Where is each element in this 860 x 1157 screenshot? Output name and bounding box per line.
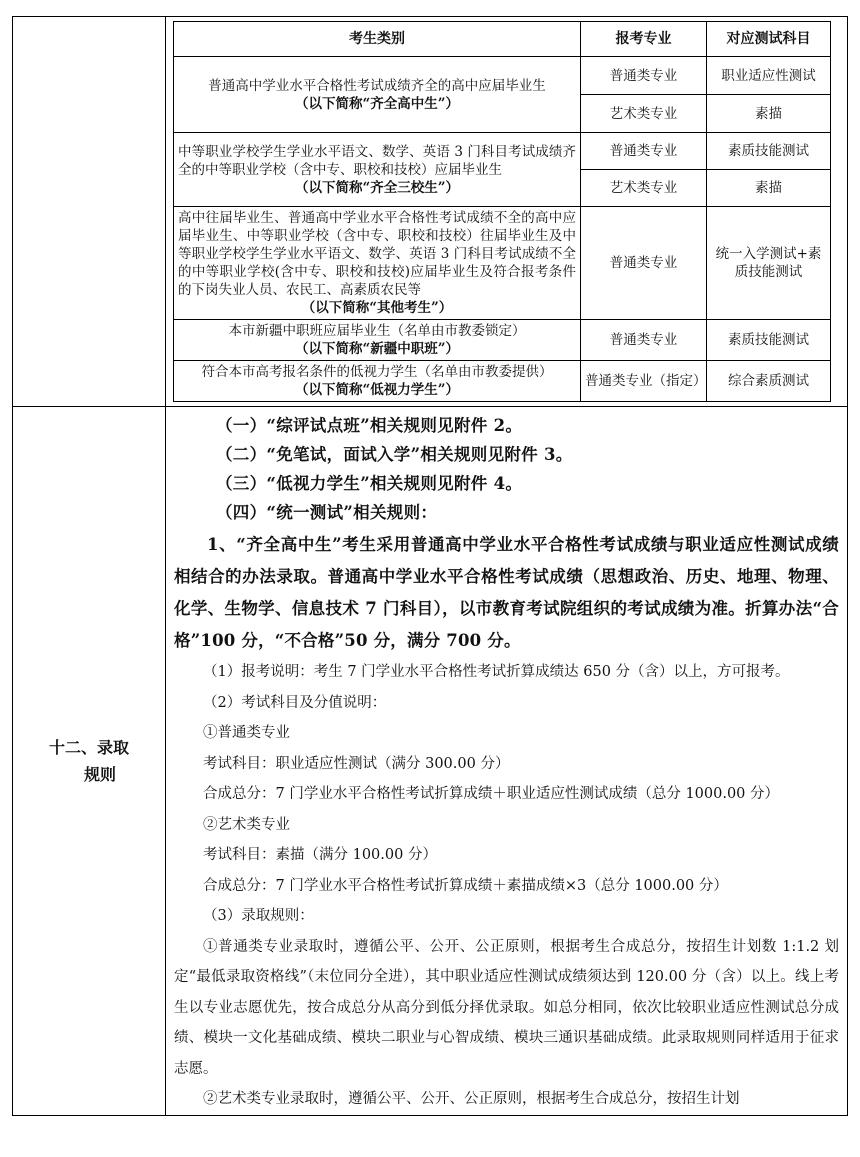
rules-content-cell — [166, 407, 848, 1116]
subject-cell: 素描 — [707, 95, 831, 133]
subjects-heading: （2）考试科目及分值说明： — [203, 694, 387, 711]
category-text: 中等职业学校学生学业水平语文、数学、英语 3 门科目考试成绩齐全的中等职业学校（含中专、职校和技校）应届毕业生 — [178, 143, 576, 178]
subject-cell: 素质技能测试 — [707, 133, 831, 170]
subject-cell: 素质技能测试 — [707, 320, 831, 361]
category-table-cell — [166, 17, 848, 407]
art-major-label: ②艺术类专业 — [203, 816, 290, 833]
section-label-cell — [13, 407, 166, 1116]
rule-heading-3: （三）“低视力学生”相关规则见附件 4。 — [216, 474, 523, 493]
rules-row — [13, 407, 848, 1116]
table-row — [174, 57, 831, 95]
rule-1-paragraph: 1、“齐全高中生”考生采用普通高中学业水平合格性考试成绩与职业适应性测试成绩相结合的办法录取。普通高中学业水平合格性考试成绩（思想政治、历史、地理、物理、化学、生物学、信息技术 7 门科目），以市教育考试院组织的考试成绩为准。折算办法“合格”100 分，“不合格”50 分，满分 700 分。 — [174, 535, 839, 650]
art-total: 合成总分：7 门学业水平合格性考试折算成绩＋素描成绩×3（总分 1000.00 分） — [203, 877, 728, 894]
category-table — [173, 21, 831, 402]
table-row — [174, 133, 831, 170]
category-alias: （以下简称“低视力学生”） — [294, 382, 460, 398]
subject-cell: 综合素质测试 — [707, 361, 831, 402]
major-cell: 普通类专业 — [581, 133, 707, 170]
major-cell: 普通类专业 — [581, 207, 707, 320]
art-admission-rule: ②艺术类专业录取时，遵循公平、公开、公正原则，根据考生合成总分，按招生计划 — [203, 1091, 740, 1107]
category-text: 本市新疆中职班应届毕业生（名单由市教委锁定） — [228, 323, 526, 339]
rule-heading-1: （一）“综评试点班”相关规则见附件 2。 — [216, 416, 523, 435]
category-text: 高中往届毕业生、普通高中学业水平合格性考试成绩不全的高中应届毕业生、中等职业学校（含中专、职校和技校）往届毕业生及中等职业学校学生学业水平语文、数学、英语 3 门科目考试成绩不全的中等职业学校(含中专、职校和技校)应届毕业生及符合报考条件的下岗失业人员、农民工、高素质农民等 — [178, 210, 576, 298]
table-header-row — [174, 22, 831, 57]
table-row — [174, 361, 831, 402]
category-cell — [174, 207, 581, 320]
major-cell: 普通类专业 — [581, 320, 707, 361]
document-page — [12, 16, 848, 1157]
category-alias: （以下简称“齐全高中生”） — [294, 95, 460, 112]
admission-table — [12, 16, 848, 1116]
general-admission-rule: ①普通类专业录取时，遵循公平、公开、公正原则，根据考生合成总分，按招生计划数 1:1.2 划定“最低录取资格线”（末位同分全进），其中职业适应性测试成绩须达到 120.00 分（含）以上。线上考生以专业志愿优先，按合成总分从高分到低分择优录取。如总分相同，依次比较职业适应性测试总分成绩、模块一文化基础成绩、模块二职业与心智成绩、模块三通识基础成绩。此录取规则同样适用于征求志愿。 — [174, 938, 839, 1077]
subject-cell: 素描 — [707, 170, 831, 207]
left-blank-cell — [13, 17, 166, 407]
section-label-line2: 规则 — [83, 764, 116, 784]
category-text: 符合本市高考报名条件的低视力学生（名单由市教委提供） — [201, 364, 553, 380]
rule-heading-4: （四）“统一测试”相关规则： — [216, 503, 438, 522]
general-total: 合成总分：7 门学业水平合格性考试折算成绩＋职业适应性测试成绩（总分 1000.00 分） — [203, 786, 780, 802]
category-alias: （以下简称“新疆中职班”） — [294, 341, 460, 357]
section-label-line1: 十二、录取 — [48, 737, 129, 757]
registration-note: （1）报考说明：考生 7 门学业水平合格性考试折算成绩达 650 分（含）以上，方可报考。 — [203, 664, 790, 680]
general-subject: 考试科目：职业适应性测试（满分 300.00 分） — [203, 755, 510, 772]
category-row — [13, 17, 848, 407]
header-category: 考生类别 — [174, 22, 581, 57]
rule-heading-2: （二）“免笔试，面试入学”相关规则见附件 3。 — [216, 445, 573, 464]
category-cell — [174, 361, 581, 402]
major-cell: 艺术类专业 — [581, 95, 707, 133]
table-row — [174, 207, 831, 320]
table-row — [174, 320, 831, 361]
subject-cell: 职业适应性测试 — [707, 57, 831, 95]
admission-rules-heading: （3）录取规则： — [203, 908, 314, 924]
category-alias: （以下简称“齐全三校生”） — [294, 179, 460, 196]
header-subject: 对应测试科目 — [707, 22, 831, 57]
major-cell: 艺术类专业 — [581, 170, 707, 207]
category-cell — [174, 57, 581, 133]
major-cell: 普通类专业 — [581, 57, 707, 95]
general-major-label: ①普通类专业 — [203, 725, 290, 741]
art-subject: 考试科目：素描（满分 100.00 分） — [203, 847, 437, 863]
subject-cell: 统一入学测试+素质技能测试 — [707, 207, 831, 320]
major-cell: 普通类专业（指定） — [581, 361, 707, 402]
category-cell — [174, 133, 581, 207]
header-major: 报考专业 — [581, 22, 707, 57]
category-cell — [174, 320, 581, 361]
category-alias: （以下简称“其他考生”） — [301, 300, 453, 316]
category-text: 普通高中学业水平合格性考试成绩齐全的高中应届毕业生 — [208, 77, 546, 94]
